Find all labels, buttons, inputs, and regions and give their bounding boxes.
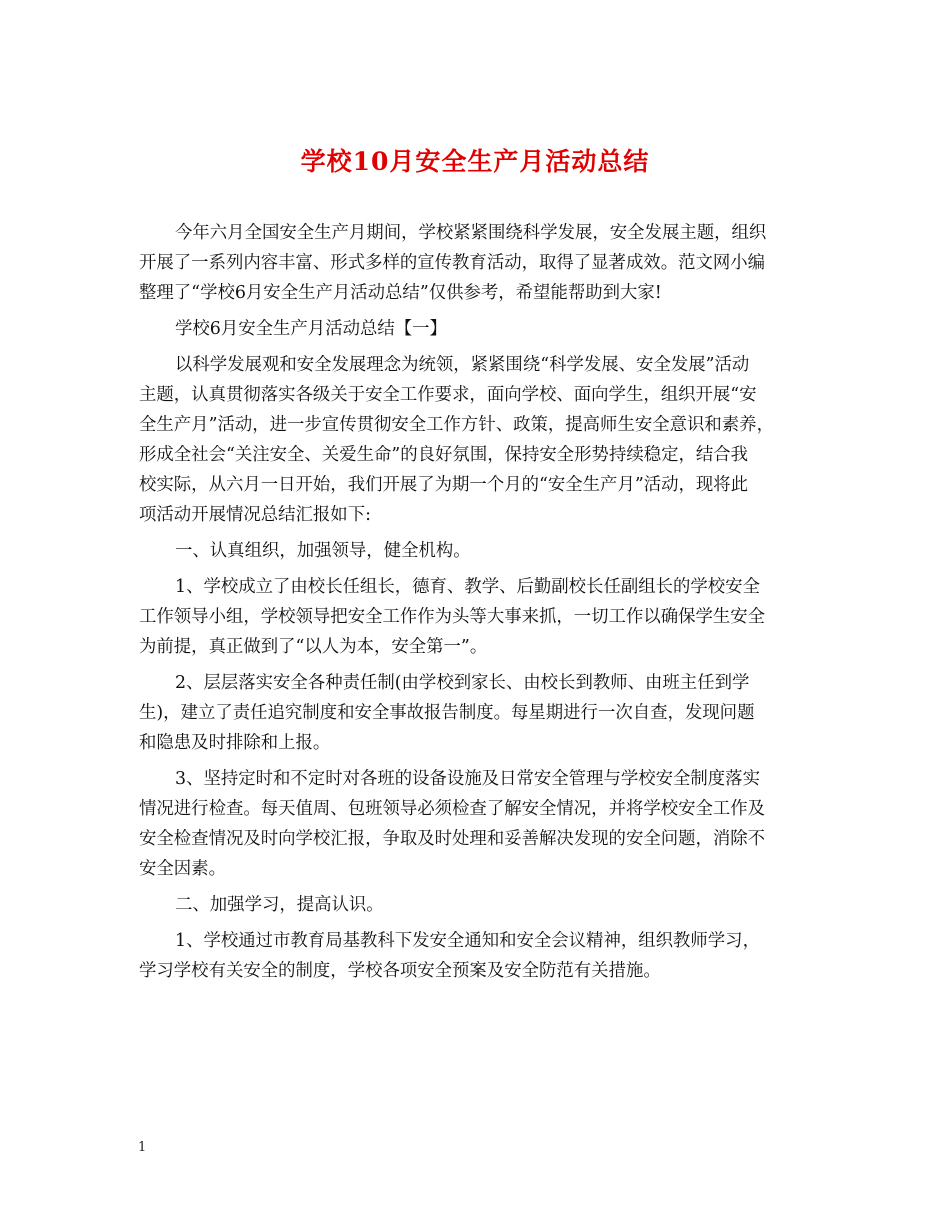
body-line: 生)，建立了责任追究制度和安全事故报告制度。每星期进行一次自查，发现问题 — [139, 703, 755, 723]
body-line: 为前提，真正做到了“以人为本，安全第一”。 — [139, 637, 488, 657]
body-line: 安全因素。 — [139, 859, 226, 879]
document-body — [139, 218, 811, 986]
body-line: 校实际，从六月一日开始，我们开展了为期一个月的“安全生产月”活动，现将此 — [139, 475, 749, 495]
body-line: 工作领导小组，学校领导把安全工作作为头等大事来抓，一切工作以确保学生安全 — [139, 607, 766, 627]
document-title: 学校10月安全生产月活动总结 — [300, 147, 650, 176]
body-line: 今年六月全国安全生产月期间，学校紧紧围绕科学发展，安全发展主题，组织 — [175, 223, 767, 243]
body-line: 以科学发展观和安全发展理念为统领，紧紧围绕“科学发展、安全发展”活动 — [175, 355, 750, 375]
body-line: 开展了一系列内容丰富、形式多样的宣传教育活动，取得了显著成效。范文网小编 — [139, 253, 766, 273]
body-line: 学习学校有关安全的制度，学校各项安全预案及安全防范有关措施。 — [139, 961, 661, 981]
body-line: 情况进行检查。每天值周、包班领导必须检查了解安全情况，并将学校安全工作及 — [139, 799, 766, 819]
body-line: 主题，认真贯彻落实各级关于安全工作要求，面向学校、面向学生，组织开展“安 — [139, 385, 757, 405]
body-line: 一、认真组织，加强领导，健全机构。 — [175, 541, 471, 561]
body-line: 二、加强学习，提高认识。 — [175, 895, 384, 915]
body-line: 2、层层落实安全各种责任制(由学校到家长、由校长到教师、由班主任到学 — [175, 673, 750, 693]
body-line: 整理了“学校6月安全生产月活动总结”仅供参考，希望能帮助到大家! — [139, 283, 662, 303]
page-number: 1 — [138, 1140, 147, 1155]
body-line: 1、学校成立了由校长任组长，德育、教学、后勤副校长任副组长的学校安全 — [175, 577, 760, 597]
body-line: 和隐患及时排除和上报。 — [139, 733, 331, 753]
body-line: 3、坚持定时和不定时对各班的设备设施及日常安全管理与学校安全制度落实 — [175, 769, 760, 789]
body-line: 学校6月安全生产月活动总结【一】 — [175, 319, 447, 339]
body-line: 全生产月”活动，进一步宣传贯彻安全工作方针、政策，提高师生安全意识和素养， — [139, 415, 774, 435]
body-line: 安全检查情况及时向学校汇报，争取及时处理和妥善解决发现的安全问题，消除不 — [139, 829, 766, 849]
body-line: 项活动开展情况总结汇报如下: — [139, 505, 371, 525]
body-line: 1、学校通过市教育局基教科下发安全通知和安全会议精神，组织教师学习， — [175, 931, 760, 951]
body-line: 形成全社会“关注安全、关爱生命”的良好氛围，保持安全形势持续稳定，结合我 — [139, 445, 749, 465]
